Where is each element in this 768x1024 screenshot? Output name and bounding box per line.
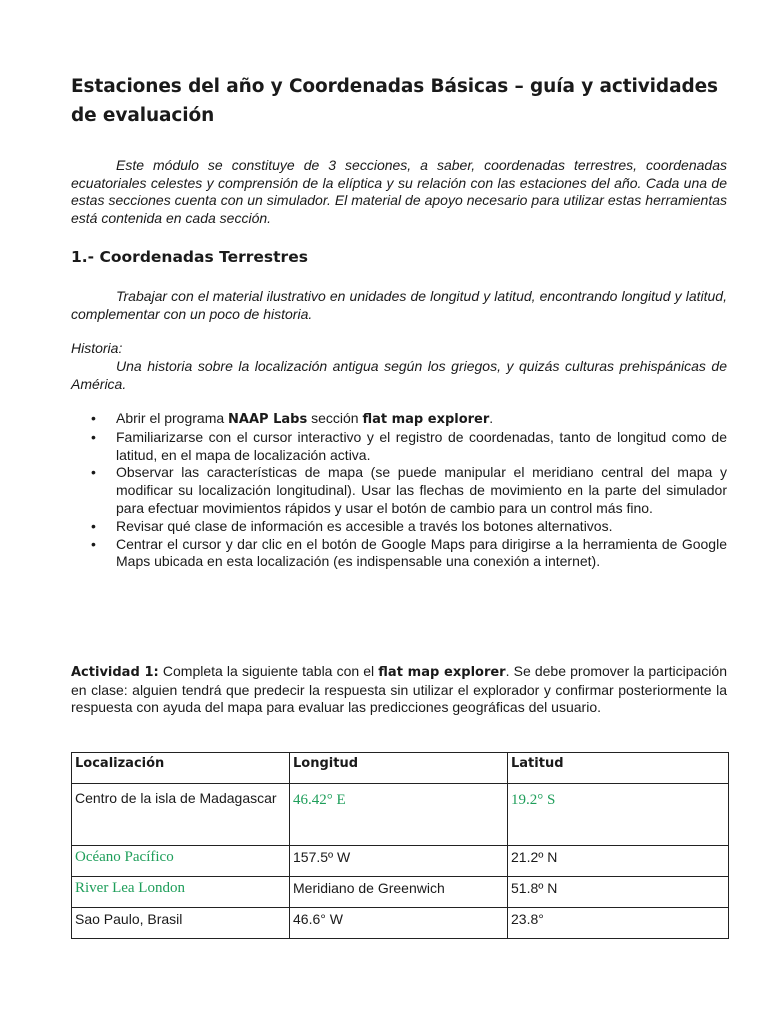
- list-item: [71, 410, 727, 429]
- table-cell: Océano Pacífico: [72, 846, 290, 877]
- table-cell: 23.8°: [508, 908, 729, 939]
- list-item: • Observar las características de mapa (se puede manipular el meridiano central del mapa y modificar su localización longitudinal). Usar las flechas de movimiento en la parte del simulador para efectuar movimientos rápidos y usar el botón de cambio para un control más fino.: [71, 464, 727, 517]
- table-row: [72, 908, 729, 939]
- activity-text: Completa la siguiente tabla con el: [158, 663, 379, 679]
- table-cell: Sao Paulo, Brasil: [72, 908, 290, 939]
- table-cell: 157.5º W: [290, 846, 508, 877]
- table-cell: 19.2° S: [508, 784, 729, 846]
- table-cell: River Lea London: [72, 877, 290, 908]
- naap-labs-text: NAAP Labs: [228, 412, 308, 427]
- list-item: • Centrar el cursor y dar clic en el botón de Google Maps para dirigirse a la herramienta de Google Maps ubicada en esta localización (es indispensable una conexión a internet).: [71, 536, 727, 572]
- list-item-text: sección: [307, 410, 363, 426]
- activity-text: . Se debe promover la participación en clase: alguien tendrá que predecir la respuesta sin utilizar el explorador y confirmar posteriormente la respuesta con ayuda del mapa para evaluar las predicciones geográficas del usuario.: [71, 663, 727, 716]
- table-cell: 21.2º N: [508, 846, 729, 877]
- list-item-text: Abrir el programa: [116, 410, 229, 426]
- column-header-longitud: Longitud: [290, 753, 508, 784]
- table-cell: Meridiano de Greenwich: [290, 877, 508, 908]
- section-heading-terrestres: 1.- Coordenadas Terrestres: [71, 248, 308, 266]
- activity-paragraph: [71, 663, 727, 717]
- historia-paragraph: Una historia sobre la localización antigua según los griegos, y quizás culturas prehispánicas de América.: [71, 358, 727, 392]
- column-header-latitud: Latitud: [508, 753, 729, 784]
- table-cell: 51.8º N: [508, 877, 729, 908]
- intro-paragraph: Este módulo se constituye de 3 secciones, a saber, coordenadas terrestres, coordenadas ecuatoriales celestes y comprensión de la elíptica y su relación con las estaciones del año. Cada una de estas secciones cuenta con un simulador. El material de apoyo necesario para utilizar estas herramientas está contenida en cada sección.: [71, 157, 727, 226]
- coordinates-table: [71, 752, 729, 939]
- list-item: • Familiarizarse con el cursor interactivo y el registro de coordenadas, tanto de longitud como de latitud, en el mapa de localización activa.: [71, 429, 727, 465]
- page-title: Estaciones del año y Coordenadas Básicas – guía y actividades de evaluación: [71, 76, 718, 126]
- flat-map-explorer-text: flat map explorer: [378, 665, 506, 680]
- column-header-localizacion: Localización: [72, 753, 290, 784]
- flat-map-explorer-text: flat map explorer: [362, 412, 490, 427]
- table-row: [72, 846, 729, 877]
- section-paragraph: Trabajar con el material ilustrativo en unidades de longitud y latitud, encontrando longitud y latitud, complementar con un poco de historia.: [71, 288, 727, 322]
- table-row: [72, 877, 729, 908]
- activity-label: Actividad 1:: [71, 665, 159, 680]
- list-item: • Revisar qué clase de información es accesible a través los botones alternativos.: [71, 518, 727, 536]
- table-cell: Centro de la isla de Madagascar: [72, 784, 290, 846]
- table-header-row: [72, 753, 729, 784]
- table-cell: 46.42° E: [290, 784, 508, 846]
- table-cell: 46.6° W: [290, 908, 508, 939]
- table-row: [72, 784, 729, 846]
- list-item-text: .: [489, 410, 494, 426]
- historia-label: Historia:: [71, 340, 123, 356]
- instruction-list: [71, 410, 727, 571]
